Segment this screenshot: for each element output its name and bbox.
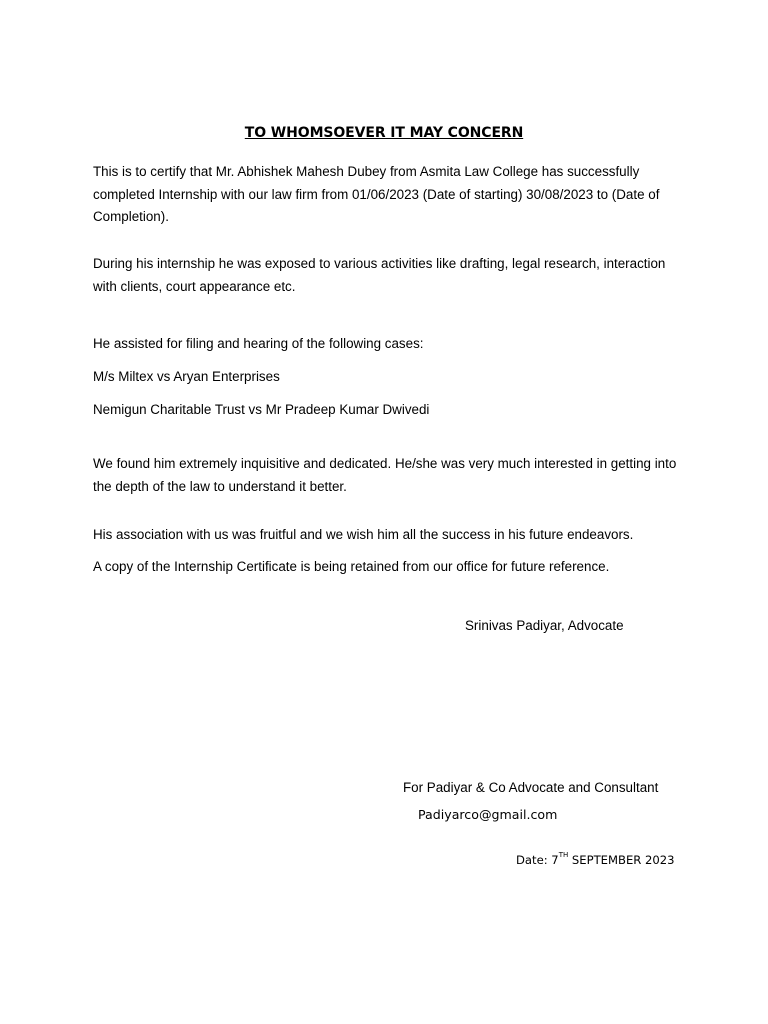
signatory-name: Srinivas Padiyar, Advocate xyxy=(465,618,624,633)
inquisitive-paragraph: We found him extremely inquisitive and dedicated. He/she was very much interested in getting into the depth of the law to understand it better. xyxy=(93,456,677,494)
case-item-1: M/s Miltex vs Aryan Enterprises xyxy=(93,369,280,384)
letter-date xyxy=(516,853,675,867)
date-month-year: SEPTEMBER 2023 xyxy=(568,853,675,867)
certify-paragraph: This is to certify that Mr. Abhishek Mahesh Dubey from Asmita Law College has successfully completed Internship with our law firm from 01/06/2023 (Date of starting) 30/08/2023 to (Date of Completion). xyxy=(93,164,660,224)
date-prefix: Date: 7 xyxy=(516,853,559,867)
association-paragraph: His association with us was fruitful and we wish him all the success in his future endeavors. xyxy=(93,527,634,542)
date-ordinal-suffix: TH xyxy=(558,851,569,859)
copy-paragraph: A copy of the Internship Certificate is being retained from our office for future reference. xyxy=(93,559,610,574)
letter-heading: TO WHOMSOEVER IT MAY CONCERN xyxy=(244,125,524,141)
case-item-2: Nemigun Charitable Trust vs Mr Pradeep Kumar Dwivedi xyxy=(93,402,430,417)
firm-name: For Padiyar & Co Advocate and Consultant xyxy=(403,780,659,795)
cases-intro: He assisted for filing and hearing of the following cases: xyxy=(93,336,424,351)
firm-email: Padiyarco@gmail.com xyxy=(418,807,558,822)
exposure-paragraph: During his internship he was exposed to various activities like drafting, legal research, interaction with clients, court appearance etc. xyxy=(93,256,666,294)
